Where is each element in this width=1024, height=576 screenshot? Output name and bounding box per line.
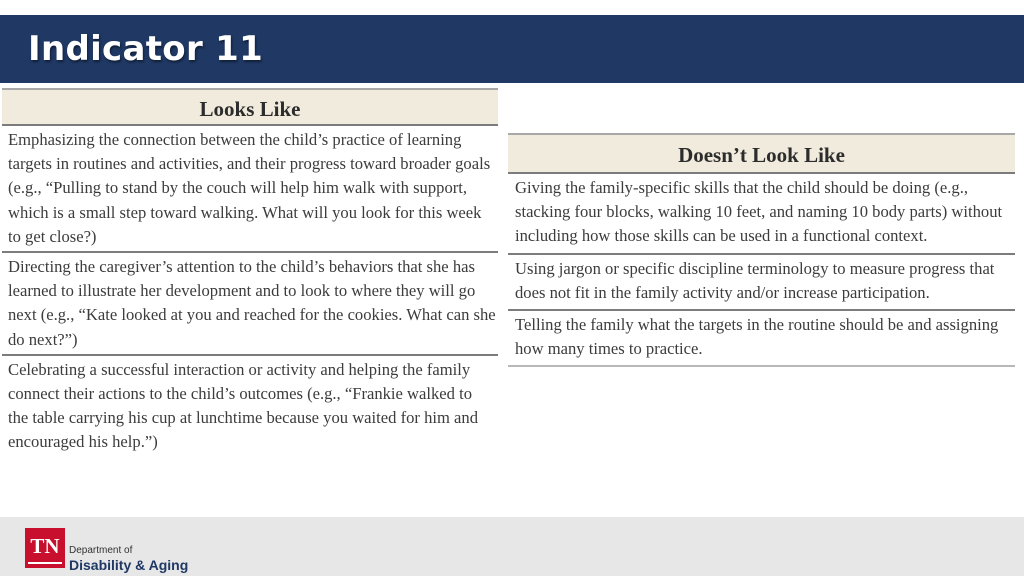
footer: [0, 517, 1024, 576]
department-name: Disability & Aging: [69, 557, 189, 573]
tn-logo: TN: [25, 528, 65, 568]
department-label: Department of: [69, 545, 133, 556]
doesnt-look-like-item-1: Giving the family-specific skills that the child should be doing (e.g., stacking four blocks, walking 10 feet, and naming 10 body parts) without including how those skills can be used in a functional context.: [508, 174, 1015, 255]
doesnt-look-like-table: [508, 133, 1015, 367]
doesnt-look-like-header: Doesn’t Look Like: [508, 133, 1015, 174]
looks-like-header: Looks Like: [2, 88, 498, 126]
looks-like-item-1: Emphasizing the connection between the child’s practice of learning targets in routines and activities, and their progress toward broader goals (e.g., “Pulling to stand by the couch will help him walk with support, which is a small step toward walking. What will you look for this week to get close?): [2, 126, 498, 253]
looks-like-table: [2, 88, 498, 457]
looks-like-item-3: Celebrating a successful interaction or activity and helping the family connect their actions to the child’s outcomes (e.g., “Frankie walked to the table carrying his cup at lunchtime because you waited for him and encouraged his help.”): [8, 359, 478, 452]
doesnt-look-like-item-2: Using jargon or specific discipline terminology to measure progress that does not fit in the family activity and/or increase participation.: [508, 255, 1015, 311]
doesnt-look-like-item-3: Telling the family what the targets in the routine should be and assigning how many times to practice.: [508, 311, 1015, 367]
looks-like-item-2: Directing the caregiver’s attention to the child’s behaviors that she has learned to illustrate her development and to look to where they will go next (e.g., “Kate looked at you and reached for the cookies. What can she do next?”): [2, 253, 498, 356]
slide-title: Indicator 11: [28, 29, 264, 69]
title-bar: [0, 15, 1024, 83]
